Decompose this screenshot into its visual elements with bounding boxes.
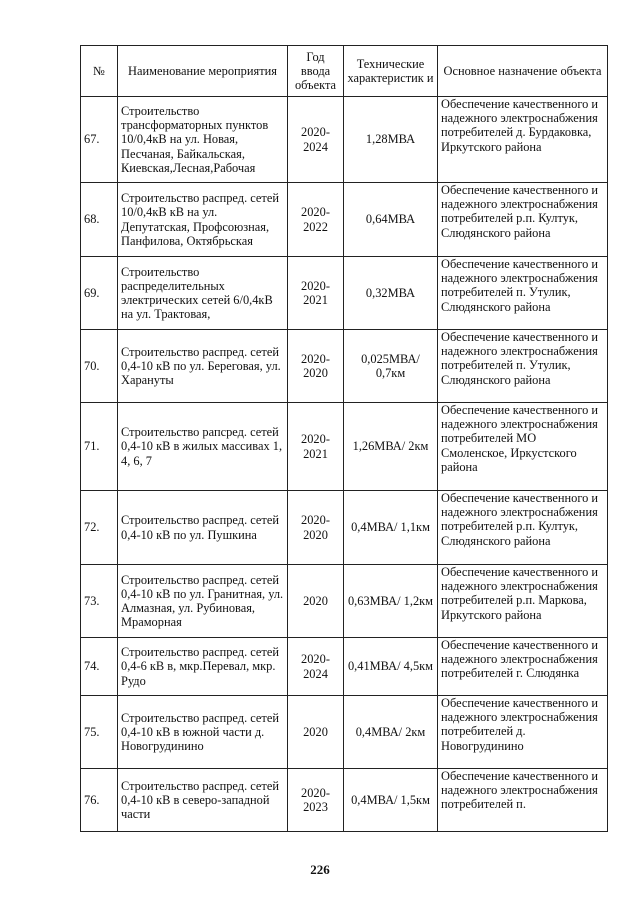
measure-name: Строительство распред. сетей 10/0,4кВ кВ на ул. Депутатская, Профсоюзная, Панфилова, Октябрьская xyxy=(118,183,288,257)
technical-specs: 1,26МВА/ 2км xyxy=(344,403,438,491)
header-purpose: Основное назначение объекта xyxy=(438,46,608,97)
header-year: Год ввода объекта xyxy=(288,46,344,97)
row-number: 69. xyxy=(81,257,118,330)
main-purpose: Обеспечение качественного и надежного электроснабжения потребителей р.п. Култук, Слюдянского района xyxy=(438,183,608,257)
commission-year: 2020-2024 xyxy=(288,638,344,696)
table-row xyxy=(81,491,608,565)
technical-specs: 0,64МВА xyxy=(344,183,438,257)
table-row xyxy=(81,97,608,183)
main-purpose: Обеспечение качественного и надежного электроснабжения потребителей д. Новогрудинино xyxy=(438,696,608,769)
technical-specs: 0,4МВА/ 1,1км xyxy=(344,491,438,565)
measures-table xyxy=(80,45,608,832)
main-purpose: Обеспечение качественного и надежного электроснабжения потребителей п. Утулик, Слюдянского района xyxy=(438,257,608,330)
technical-specs: 0,4МВА/ 2км xyxy=(344,696,438,769)
header-name: Наименование мероприятия xyxy=(118,46,288,97)
main-purpose: Обеспечение качественного и надежного электроснабжения потребителей р.п. Култук, Слюдянского района xyxy=(438,491,608,565)
commission-year: 2020-2022 xyxy=(288,183,344,257)
table-row xyxy=(81,565,608,638)
main-purpose: Обеспечение качественного и надежного электроснабжения потребителей МО Смоленское, Иркустского района xyxy=(438,403,608,491)
technical-specs: 0,63МВА/ 1,2км xyxy=(344,565,438,638)
table-row xyxy=(81,183,608,257)
measure-name: Строительство распред. сетей 0,4-6 кВ в, мкр.Перевал, мкр. Рудо xyxy=(118,638,288,696)
main-purpose: Обеспечение качественного и надежного электроснабжения потребителей д. Бурдаковка, Иркутского района xyxy=(438,97,608,183)
commission-year: 2020-2024 xyxy=(288,97,344,183)
technical-specs: 0,4МВА/ 1,5км xyxy=(344,769,438,832)
measure-name: Строительство распред. сетей 0,4-10 кВ в северо-западной части xyxy=(118,769,288,832)
row-number: 76. xyxy=(81,769,118,832)
measure-name: Строительство распред. сетей 0,4-10 кВ в южной части д. Новогрудинино xyxy=(118,696,288,769)
row-number: 75. xyxy=(81,696,118,769)
measure-name: Строительство распред. сетей 0,4-10 кВ по ул. Пушкина xyxy=(118,491,288,565)
header-tech: Технические характеристик и xyxy=(344,46,438,97)
table-row xyxy=(81,769,608,832)
main-purpose: Обеспечение качественного и надежного электроснабжения потребителей п. Утулик, Слюдянского района xyxy=(438,330,608,403)
technical-specs: 1,28МВА xyxy=(344,97,438,183)
row-number: 68. xyxy=(81,183,118,257)
main-purpose: Обеспечение качественного и надежного электроснабжения потребителей р.п. Маркова, Иркутского района xyxy=(438,565,608,638)
table-row xyxy=(81,696,608,769)
technical-specs: 0,41МВА/ 4,5км xyxy=(344,638,438,696)
measure-name: Строительство распред. сетей 0,4-10 кВ по ул. Береговая, ул. Харануты xyxy=(118,330,288,403)
table-row xyxy=(81,638,608,696)
table-row xyxy=(81,257,608,330)
measure-name: Строительство рапсред. сетей 0,4-10 кВ в жилых массивах 1, 4, 6, 7 xyxy=(118,403,288,491)
header-num: № xyxy=(81,46,118,97)
commission-year: 2020-2020 xyxy=(288,330,344,403)
header-row xyxy=(81,46,608,97)
row-number: 72. xyxy=(81,491,118,565)
commission-year: 2020-2021 xyxy=(288,257,344,330)
measure-name: Строительство распред. сетей 0,4-10 кВ по ул. Гранитная, ул. Алмазная, ул. Рубиновая, Мраморная xyxy=(118,565,288,638)
commission-year: 2020-2023 xyxy=(288,769,344,832)
technical-specs: 0,32МВА xyxy=(344,257,438,330)
table-row xyxy=(81,403,608,491)
commission-year: 2020 xyxy=(288,565,344,638)
page-number: 226 xyxy=(310,862,330,877)
measure-name: Строительство распределительных электрических сетей 6/0,4кВ на ул. Трактовая, xyxy=(118,257,288,330)
main-purpose: Обеспечение качественного и надежного электроснабжения потребителей п. xyxy=(438,769,608,832)
table-row xyxy=(81,330,608,403)
row-number: 67. xyxy=(81,97,118,183)
row-number: 70. xyxy=(81,330,118,403)
row-number: 74. xyxy=(81,638,118,696)
measure-name: Строительство трансформаторных пунктов 10/0,4кВ на ул. Новая, Песчаная, Байкальская, Киевская,Лесная,Рабочая xyxy=(118,97,288,183)
row-number: 71. xyxy=(81,403,118,491)
table-body xyxy=(81,97,608,832)
commission-year: 2020 xyxy=(288,696,344,769)
commission-year: 2020-2021 xyxy=(288,403,344,491)
commission-year: 2020-2020 xyxy=(288,491,344,565)
main-purpose: Обеспечение качественного и надежного электроснабжения потребителей г. Слюдянка xyxy=(438,638,608,696)
technical-specs: 0,025МВА/ 0,7км xyxy=(344,330,438,403)
row-number: 73. xyxy=(81,565,118,638)
